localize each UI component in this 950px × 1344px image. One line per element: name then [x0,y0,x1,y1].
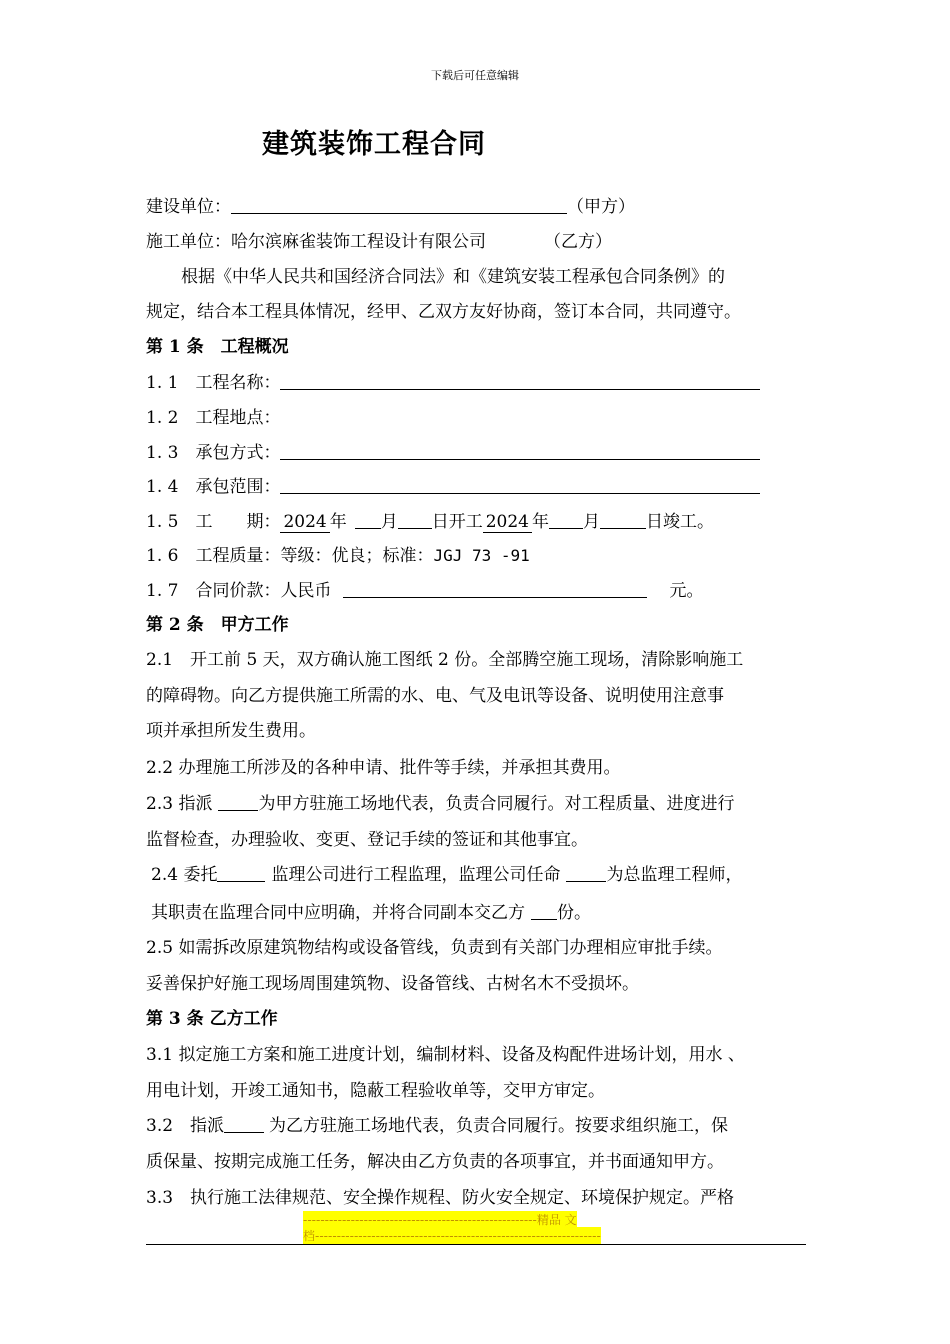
article-1-heading: 第 1 条 工程概况 [146,337,289,357]
end-year: 2024 [483,512,532,533]
item-2-1-line-3: 项并承担所发生费用。 [146,721,316,741]
start-month-blank [355,511,381,529]
article-3-heading: 第 3 条 乙方工作 [146,1009,278,1029]
start-day-unit: 日开工 [431,512,483,532]
item-1-1-label: 1. 1 工程名称： [146,373,281,393]
preamble-line-2: 规定，结合本工程具体情况，经甲、乙双方友好协商，签订本合同，共同遵守。 [146,302,741,322]
item-2-3-text: 为甲方驻施工场地代表，负责合同履行。对工程质量、进度进行 [258,794,735,814]
item-1-7 [146,576,703,601]
builder-line [146,192,635,217]
scope-blank [280,476,760,494]
item-2-4-cont: 其职责在监理合同中应明确，并将合同副本交乙方 [151,903,525,923]
contractor-line [146,227,612,252]
item-3-2-text: 为乙方驻施工场地代表，负责合同履行。按要求组织施工，保 [269,1116,729,1136]
item-1-1 [146,368,760,393]
chief-engineer-blank [566,864,606,882]
item-2-3-line-2: 监督检查，办理验收、变更、登记手续的签证和其他事宜。 [146,830,588,850]
start-year: 2024 [280,512,329,533]
end-year-unit: 年 [531,512,549,532]
item-1-3-label: 1. 3 承包方式： [146,443,281,463]
party-a-rep-blank [218,793,258,811]
start-month-unit: 月 [380,512,398,532]
footer-rule [146,1244,806,1245]
item-1-5 [146,507,714,532]
page-header-note: 下载后可任意编辑 [431,69,519,82]
end-day-blank [600,511,646,529]
party-a-tag: （甲方） [567,197,635,217]
start-year-unit: 年 [329,512,347,532]
builder-blank [231,196,567,214]
item-3-2-line-2: 质保量、按期完成施工任务，解决由乙方负责的各项事宜，并书面通知甲方。 [146,1152,724,1172]
end-month-unit: 月 [582,512,600,532]
party-b-tag: （乙方） [544,232,612,252]
price-unit: 元。 [669,581,704,601]
footer-banner-line-2: 档------------------------------------------------------------------ [303,1229,601,1243]
item-1-3 [146,438,760,463]
item-2-2: 2.2 办理施工所涉及的各种申请、批件等手续，并承担其费用。 [146,758,621,778]
item-2-1-line-2: 的障碍物。向乙方提供施工所需的水、电、气及电讯等设备、说明使用注意事 [146,686,724,706]
footer-banner-line-1: ------------------------------------------------------精品 文 [303,1213,577,1227]
preamble-line-1: 根据《中华人民共和国经济合同法》和《建筑安装工程承包合同条例》的 [181,267,725,287]
item-3-2-line-1 [146,1111,728,1136]
item-1-7-label: 1. 7 合同价款：人民币 [146,581,332,601]
contract-price-blank [343,580,647,598]
end-day-unit: 日竣工。 [645,512,714,532]
item-1-5-label: 1. 5 工 期： [146,512,281,532]
contractor-label: 施工单位： [146,232,231,252]
item-3-2-prefix: 3.2 指派 [146,1116,225,1136]
item-2-3-line-1 [146,789,734,814]
item-3-3-line-1: 3.3 执行施工法律规范、安全操作规程、防火安全规定、环境保护规定。严格 [146,1188,735,1208]
supervisor-company-blank [217,864,265,882]
builder-label: 建设单位： [146,197,231,217]
project-name-blank [280,372,760,390]
item-2-5-line-2: 妥善保护好施工现场周围建筑物、设备管线、古树名木不受损坏。 [146,974,639,994]
item-1-6-label: 1. 6 工程质量：等级：优良；标准： [146,546,434,566]
item-2-4-text: 监理公司进行工程监理，监理公司任命 [271,865,561,885]
item-2-1-line-1: 2.1 开工前 5 天，双方确认施工图纸 2 份。全部腾空施工现场，清除影响施工 [146,650,744,670]
item-3-1-line-1: 3.1 拟定施工方案和施工进度计划，编制材料、设备及构配件进场计划，用水 、 [146,1045,745,1065]
item-2-4-end: 份。 [557,903,591,923]
end-month-blank [549,511,583,529]
item-2-4-prefix: 2.4 委托 [151,865,218,885]
quality-standard: JGJ 73 -91 [433,546,530,565]
article-2-heading: 第 2 条 甲方工作 [146,615,289,635]
item-2-4-line-1 [151,860,742,885]
item-1-4 [146,472,760,497]
item-1-2: 1. 2 工程地点： [146,408,281,428]
item-1-4-label: 1. 4 承包范围： [146,477,281,497]
party-b-rep-blank [224,1115,264,1133]
item-2-4-line-2 [151,898,591,923]
item-3-1-line-2: 用电计划，开竣工通知书，隐蔽工程验收单等，交甲方审定。 [146,1081,605,1101]
copies-blank [531,902,557,920]
start-day-blank [398,511,432,529]
contractor-name: 哈尔滨麻雀装饰工程设计有限公司 [231,232,486,252]
item-1-6 [146,541,530,566]
contract-mode-blank [280,442,760,460]
item-2-5-line-1: 2.5 如需拆改原建筑物结构或设备管线，负责到有关部门办理相应审批手续。 [146,938,723,958]
item-2-3-prefix: 2.3 指派 [146,794,213,814]
item-2-4-suffix: 为总监理工程师， [606,865,743,885]
document-title: 建筑装饰工程合同 [262,129,486,160]
